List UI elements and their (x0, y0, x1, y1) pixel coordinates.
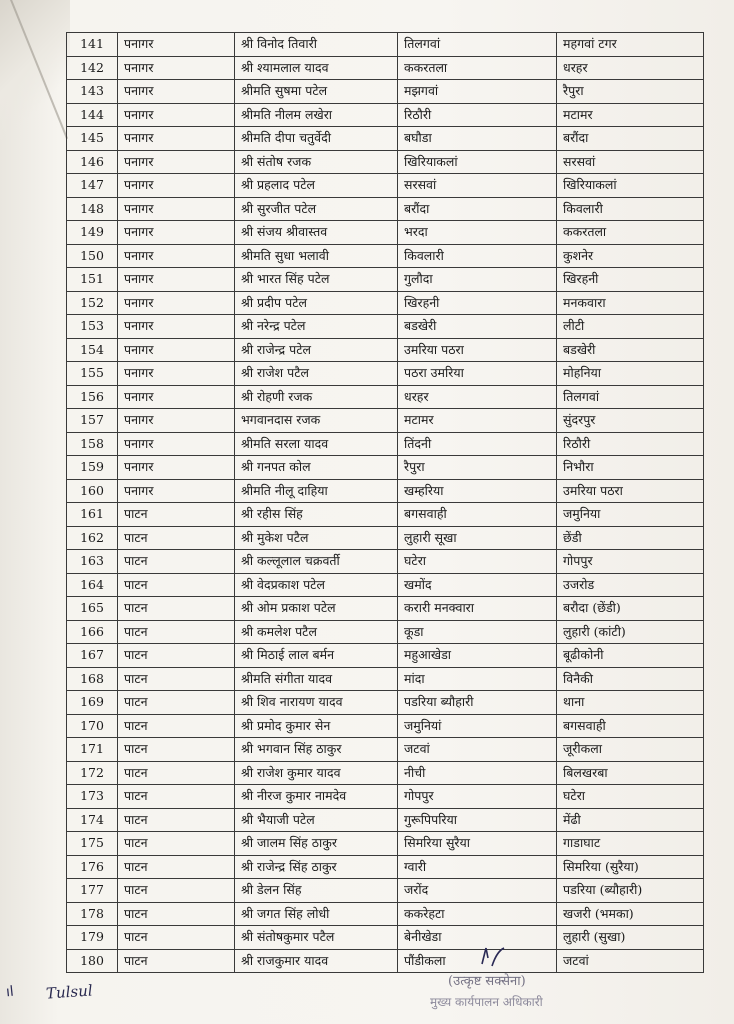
to-location-cell: बरौंदा (557, 127, 704, 151)
to-location-cell: जमुनिया (557, 503, 704, 527)
employee-name-cell: श्री मुकेश पटैल (235, 526, 398, 550)
table-row (67, 761, 704, 785)
serial-number-cell: 150 (67, 244, 118, 268)
from-location-cell: खिरहनी (398, 291, 557, 315)
employee-name-cell: श्री वेदप्रकाश पटेल (235, 573, 398, 597)
table-row (67, 244, 704, 268)
serial-number-cell: 168 (67, 667, 118, 691)
employee-name-cell: श्री भारत सिंह पटेल (235, 268, 398, 292)
to-location-cell: किवलारी (557, 197, 704, 221)
serial-number-cell: 148 (67, 197, 118, 221)
employee-name-cell: श्रीमति संगीता यादव (235, 667, 398, 691)
to-location-cell: सुंदरपुर (557, 409, 704, 433)
to-location-cell: सिमरिया (सुरैया) (557, 855, 704, 879)
to-location-cell: पडरिया (ब्यौहारी) (557, 879, 704, 903)
block-cell: पनागर (118, 315, 235, 339)
employee-name-cell: श्री कल्लूलाल चक्रवर्ती (235, 550, 398, 574)
serial-number-cell: 141 (67, 33, 118, 57)
block-cell: पाटन (118, 691, 235, 715)
margin-mark: ıl (5, 983, 15, 1001)
to-location-cell: घटेरा (557, 785, 704, 809)
serial-number-cell: 146 (67, 150, 118, 174)
serial-number-cell: 178 (67, 902, 118, 926)
table-row (67, 362, 704, 386)
block-cell: पनागर (118, 244, 235, 268)
from-location-cell: गुलौदा (398, 268, 557, 292)
from-location-cell: किवलारी (398, 244, 557, 268)
block-cell: पाटन (118, 785, 235, 809)
table-row (67, 644, 704, 668)
table-row (67, 597, 704, 621)
from-location-cell: नीची (398, 761, 557, 785)
to-location-cell: मेंढी (557, 808, 704, 832)
serial-number-cell: 161 (67, 503, 118, 527)
from-location-cell: तिलगवां (398, 33, 557, 57)
table-row (67, 338, 704, 362)
serial-number-cell: 153 (67, 315, 118, 339)
to-location-cell: मनकवारा (557, 291, 704, 315)
employee-name-cell: श्री रोहणी रजक (235, 385, 398, 409)
table-row (67, 385, 704, 409)
table-row (67, 127, 704, 151)
employee-name-cell: श्री संतोष रजक (235, 150, 398, 174)
serial-number-cell: 163 (67, 550, 118, 574)
block-cell: पाटन (118, 573, 235, 597)
serial-number-cell: 180 (67, 949, 118, 973)
table-row (67, 409, 704, 433)
to-location-cell: गोपपुर (557, 550, 704, 574)
from-location-cell: बडखेरी (398, 315, 557, 339)
table-row (67, 315, 704, 339)
block-cell: पनागर (118, 80, 235, 104)
to-location-cell: बरौदा (छेंडी) (557, 597, 704, 621)
from-location-cell: कूडा (398, 620, 557, 644)
block-cell: पनागर (118, 56, 235, 80)
officer-designation-stamp: मुख्य कार्यपालन अधिकारी (430, 995, 543, 1009)
to-location-cell: बूढीकोनी (557, 644, 704, 668)
table-row (67, 432, 704, 456)
from-location-cell: जमुनियां (398, 714, 557, 738)
block-cell: पाटन (118, 738, 235, 762)
block-cell: पाटन (118, 503, 235, 527)
employee-name-cell: श्री गनपत कोल (235, 456, 398, 480)
to-location-cell: रैपुरा (557, 80, 704, 104)
serial-number-cell: 147 (67, 174, 118, 198)
serial-number-cell: 179 (67, 926, 118, 950)
serial-number-cell: 144 (67, 103, 118, 127)
employee-name-cell: श्रीमति सुषमा पटेल (235, 80, 398, 104)
from-location-cell: मझगवां (398, 80, 557, 104)
to-location-cell: तिलगवां (557, 385, 704, 409)
table-row (67, 550, 704, 574)
block-cell: पाटन (118, 526, 235, 550)
employee-name-cell: श्री जालम सिंह ठाकुर (235, 832, 398, 856)
table-row (67, 667, 704, 691)
block-cell: पाटन (118, 832, 235, 856)
serial-number-cell: 165 (67, 597, 118, 621)
to-location-cell: जूरीकला (557, 738, 704, 762)
from-location-cell: घटेरा (398, 550, 557, 574)
from-location-cell: जटवां (398, 738, 557, 762)
to-location-cell: मटामर (557, 103, 704, 127)
handwritten-signature: Tulsul (45, 981, 94, 1003)
block-cell: पनागर (118, 456, 235, 480)
from-location-cell: मटामर (398, 409, 557, 433)
employee-name-cell: श्री जगत सिंह लोधी (235, 902, 398, 926)
from-location-cell: बगसवाही (398, 503, 557, 527)
to-location-cell: बडखेरी (557, 338, 704, 362)
serial-number-cell: 159 (67, 456, 118, 480)
employee-name-cell: श्री राजेश पटैल (235, 362, 398, 386)
from-location-cell: रिठौरी (398, 103, 557, 127)
table-row (67, 785, 704, 809)
employee-name-cell: श्री प्रहलाद पटेल (235, 174, 398, 198)
serial-number-cell: 143 (67, 80, 118, 104)
table-row (67, 926, 704, 950)
block-cell: पाटन (118, 879, 235, 903)
employee-name-cell: श्री भगवान सिंह ठाकुर (235, 738, 398, 762)
from-location-cell: खिरियाकलां (398, 150, 557, 174)
employee-name-cell: श्री सुरजीत पटेल (235, 197, 398, 221)
serial-number-cell: 172 (67, 761, 118, 785)
from-location-cell: खम्हरिया (398, 479, 557, 503)
to-location-cell: उमरिया पठरा (557, 479, 704, 503)
table-row (67, 268, 704, 292)
table-row (67, 456, 704, 480)
block-cell: पनागर (118, 150, 235, 174)
employee-name-cell: श्री प्रदीप पटेल (235, 291, 398, 315)
block-cell: पनागर (118, 33, 235, 57)
serial-number-cell: 176 (67, 855, 118, 879)
employee-name-cell: श्रीमति दीपा चतुर्वेदी (235, 127, 398, 151)
to-location-cell: कुशनेर (557, 244, 704, 268)
officer-name-stamp: (उत्कृष्ट सक्सेना) (448, 974, 526, 989)
employee-name-cell: श्री संजय श्रीवास्तव (235, 221, 398, 245)
to-location-cell: लीटी (557, 315, 704, 339)
serial-number-cell: 171 (67, 738, 118, 762)
table-row (67, 526, 704, 550)
employee-name-cell: श्री विनोद तिवारी (235, 33, 398, 57)
table-row (67, 620, 704, 644)
from-location-cell: करारी मनक्वारा (398, 597, 557, 621)
employee-name-cell: श्री कमलेश पटैल (235, 620, 398, 644)
to-location-cell: थाना (557, 691, 704, 715)
block-cell: पनागर (118, 268, 235, 292)
block-cell: पाटन (118, 761, 235, 785)
from-location-cell: ग्वारी (398, 855, 557, 879)
block-cell: पनागर (118, 197, 235, 221)
to-location-cell: विनैकी (557, 667, 704, 691)
block-cell: पनागर (118, 385, 235, 409)
to-location-cell: महगवां टगर (557, 33, 704, 57)
serial-number-cell: 174 (67, 808, 118, 832)
block-cell: पाटन (118, 667, 235, 691)
serial-number-cell: 162 (67, 526, 118, 550)
table-row (67, 174, 704, 198)
from-location-cell: पौंडीकला (398, 949, 557, 973)
employee-name-cell: श्री ओम प्रकाश पटेल (235, 597, 398, 621)
block-cell: पाटन (118, 714, 235, 738)
to-location-cell: मोहनिया (557, 362, 704, 386)
from-location-cell: धरहर (398, 385, 557, 409)
employee-name-cell: श्री राजकुमार यादव (235, 949, 398, 973)
serial-number-cell: 155 (67, 362, 118, 386)
serial-number-cell: 151 (67, 268, 118, 292)
table-row (67, 832, 704, 856)
serial-number-cell: 170 (67, 714, 118, 738)
from-location-cell: गुरूपिपरिया (398, 808, 557, 832)
table-row (67, 33, 704, 57)
block-cell: पनागर (118, 103, 235, 127)
table-row (67, 291, 704, 315)
to-location-cell: गाडाघाट (557, 832, 704, 856)
serial-number-cell: 149 (67, 221, 118, 245)
from-location-cell: ककरेहटा (398, 902, 557, 926)
serial-number-cell: 164 (67, 573, 118, 597)
table-row (67, 691, 704, 715)
from-location-cell: पठरा उमरिया (398, 362, 557, 386)
table-row (67, 503, 704, 527)
table-row (67, 197, 704, 221)
employee-name-cell: श्री नीरज कुमार नामदेव (235, 785, 398, 809)
from-location-cell: बघौडा (398, 127, 557, 151)
serial-number-cell: 145 (67, 127, 118, 151)
employee-name-cell: श्री राजेन्द्र पटेल (235, 338, 398, 362)
from-location-cell: खमोंद (398, 573, 557, 597)
block-cell: पाटन (118, 597, 235, 621)
from-location-cell: तिंदनी (398, 432, 557, 456)
employee-name-cell: श्रीमति नीलम लखेरा (235, 103, 398, 127)
block-cell: पनागर (118, 432, 235, 456)
employee-name-cell: श्री राजेन्द्र सिंह ठाकुर (235, 855, 398, 879)
table-row (67, 902, 704, 926)
to-location-cell: बगसवाही (557, 714, 704, 738)
from-location-cell: भरदा (398, 221, 557, 245)
block-cell: पनागर (118, 362, 235, 386)
block-cell: पनागर (118, 127, 235, 151)
block-cell: पाटन (118, 902, 235, 926)
table-row (67, 80, 704, 104)
block-cell: पाटन (118, 949, 235, 973)
to-location-cell: सरसवां (557, 150, 704, 174)
block-cell: पनागर (118, 338, 235, 362)
block-cell: पनागर (118, 409, 235, 433)
block-cell: पाटन (118, 550, 235, 574)
block-cell: पाटन (118, 620, 235, 644)
from-location-cell: रैपुरा (398, 456, 557, 480)
to-location-cell: ककरतला (557, 221, 704, 245)
serial-number-cell: 152 (67, 291, 118, 315)
from-location-cell: महुआखेडा (398, 644, 557, 668)
block-cell: पाटन (118, 926, 235, 950)
from-location-cell: सरसवां (398, 174, 557, 198)
block-cell: पनागर (118, 291, 235, 315)
serial-number-cell: 173 (67, 785, 118, 809)
from-location-cell: उमरिया पठरा (398, 338, 557, 362)
block-cell: पाटन (118, 808, 235, 832)
to-location-cell: उजरोड (557, 573, 704, 597)
table-row (67, 56, 704, 80)
serial-number-cell: 158 (67, 432, 118, 456)
serial-number-cell: 177 (67, 879, 118, 903)
to-location-cell: खजरी (भमका) (557, 902, 704, 926)
employee-name-cell: श्रीमति सुधा भलावी (235, 244, 398, 268)
to-location-cell: निभौरा (557, 456, 704, 480)
employee-name-cell: श्री भैयाजी पटेल (235, 808, 398, 832)
table-row (67, 738, 704, 762)
block-cell: पनागर (118, 479, 235, 503)
serial-number-cell: 167 (67, 644, 118, 668)
serial-number-cell: 169 (67, 691, 118, 715)
to-location-cell: छेंडी (557, 526, 704, 550)
table-row (67, 479, 704, 503)
from-location-cell: गोपपुर (398, 785, 557, 809)
serial-number-cell: 160 (67, 479, 118, 503)
serial-number-cell: 157 (67, 409, 118, 433)
to-location-cell: धरहर (557, 56, 704, 80)
employee-name-cell: श्री संतोषकुमार पटैल (235, 926, 398, 950)
employee-name-cell: श्री राजेश कुमार यादव (235, 761, 398, 785)
employee-name-cell: श्री नरेन्द्र पटेल (235, 315, 398, 339)
from-location-cell: जरोंद (398, 879, 557, 903)
table-row (67, 714, 704, 738)
to-location-cell: खिरहनी (557, 268, 704, 292)
employee-name-cell: श्री प्रमोद कुमार सेन (235, 714, 398, 738)
serial-number-cell: 166 (67, 620, 118, 644)
table-body (67, 33, 704, 973)
to-location-cell: रिठौरी (557, 432, 704, 456)
from-location-cell: मांदा (398, 667, 557, 691)
from-location-cell: बरौंदा (398, 197, 557, 221)
employee-name-cell: श्रीमति सरला यादव (235, 432, 398, 456)
serial-number-cell: 154 (67, 338, 118, 362)
employee-name-cell: श्री मिठाई लाल बर्मन (235, 644, 398, 668)
signature-scribble-icon (478, 944, 508, 970)
to-location-cell: लुहारी (कांटी) (557, 620, 704, 644)
serial-number-cell: 156 (67, 385, 118, 409)
from-location-cell: लुहारी सूखा (398, 526, 557, 550)
employee-name-cell: श्री रहीस सिंह (235, 503, 398, 527)
table-row (67, 879, 704, 903)
to-location-cell: बिलखरबा (557, 761, 704, 785)
table-row (67, 150, 704, 174)
block-cell: पाटन (118, 644, 235, 668)
to-location-cell: लुहारी (सुखा) (557, 926, 704, 950)
table-row (67, 103, 704, 127)
serial-number-cell: 175 (67, 832, 118, 856)
table-row (67, 221, 704, 245)
from-location-cell: पडरिया ब्यौहारी (398, 691, 557, 715)
transfer-list-table (66, 32, 704, 973)
from-location-cell: सिमरिया सुरैया (398, 832, 557, 856)
employee-name-cell: श्री शिव नारायण यादव (235, 691, 398, 715)
table-row (67, 949, 704, 973)
block-cell: पनागर (118, 221, 235, 245)
employee-name-cell: श्री श्यामलाल यादव (235, 56, 398, 80)
table-row (67, 573, 704, 597)
to-location-cell: जटवां (557, 949, 704, 973)
to-location-cell: खिरियाकलां (557, 174, 704, 198)
from-location-cell: बेनीखेडा (398, 926, 557, 950)
block-cell: पनागर (118, 174, 235, 198)
table-row (67, 855, 704, 879)
employee-name-cell: भगवानदास रजक (235, 409, 398, 433)
table-row (67, 808, 704, 832)
from-location-cell: ककरतला (398, 56, 557, 80)
block-cell: पाटन (118, 855, 235, 879)
employee-name-cell: श्रीमति नीलू दाहिया (235, 479, 398, 503)
serial-number-cell: 142 (67, 56, 118, 80)
employee-name-cell: श्री डेलन सिंह (235, 879, 398, 903)
